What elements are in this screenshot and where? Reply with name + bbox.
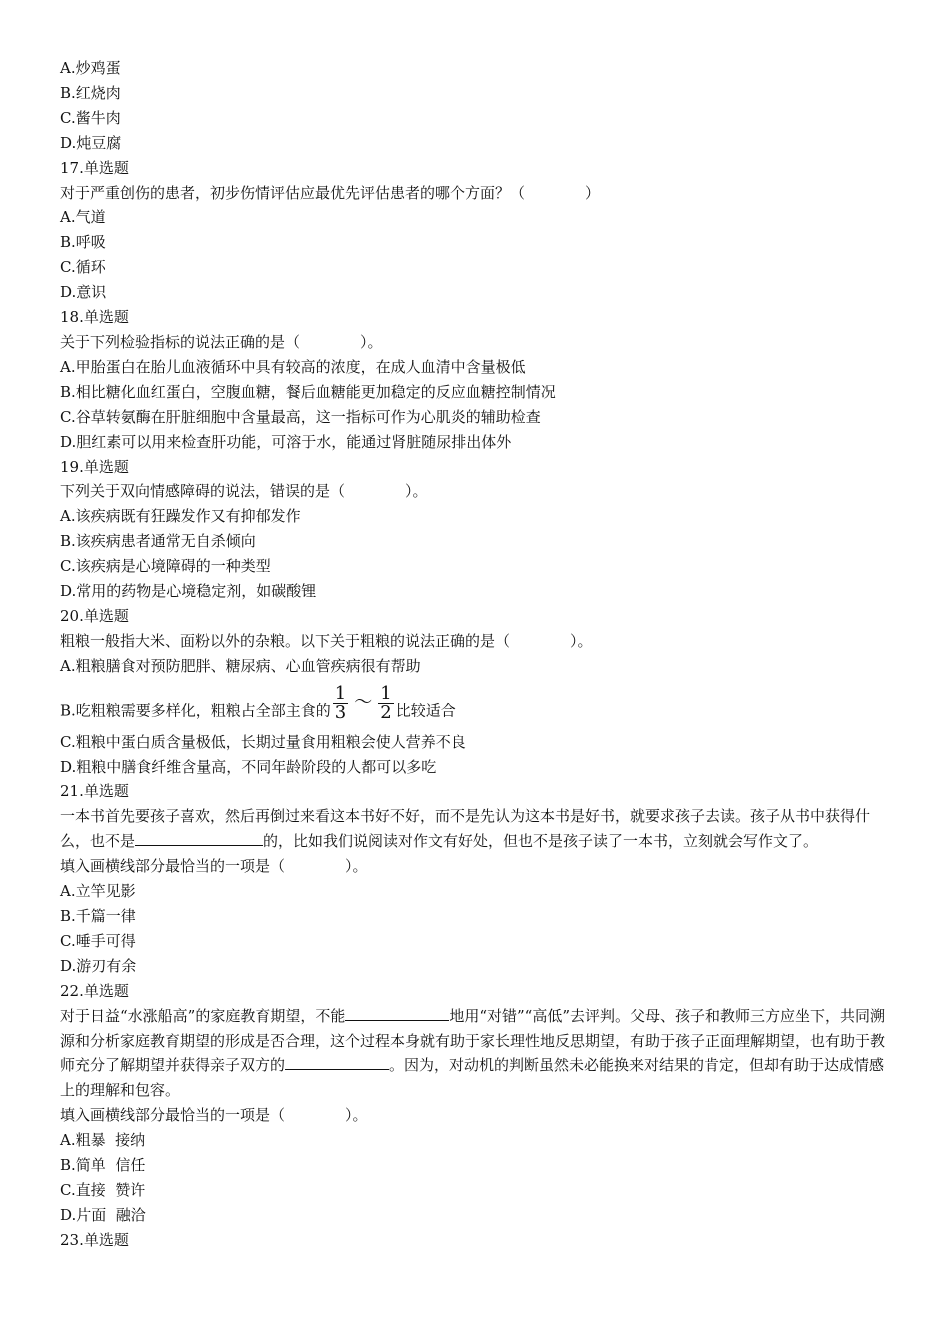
fraction-denominator: 3 — [334, 701, 347, 723]
option-d: D.炖豆腐 — [60, 133, 122, 152]
passage-text: 一本书首先要孩子喜欢，然后再倒过来看这本书好不好，而不是先认为这本书是好书，就要求孩子去读。孩子从书中获得什么，也不是 — [60, 807, 871, 851]
option-d: D.常用的药物是心境稳定剂，如碳酸锂 — [60, 582, 317, 601]
option-text: B.吃粗粮需要多样化，粗粮占全部主食的 — [60, 701, 331, 720]
answer-blank — [345, 1005, 449, 1021]
answer-blank — [135, 830, 263, 846]
tilde-symbol: ～ — [354, 691, 373, 713]
option-b: B.千篇一律 — [60, 907, 136, 925]
option-a: A.甲胎蛋白在胎儿血液循环中具有较高的浓度，在成人血清中含量极低 — [60, 357, 526, 376]
answer-blank — [285, 1054, 389, 1070]
option-c: C.谷草转氨酶在肝脏细胞中含量最高，这一指标可作为心肌炎的辅助检查 — [60, 407, 541, 426]
passage-text: 地用“对错”“高低”去评判。父母、孩子和教师三方应坐下，共同溯源和分析家庭教育期望的形成是否合理，这个过程本身就有助于家长理性地反思期望，有助于孩子正面理解期望，也有助于教师充分了解期望并获得亲子双方的 — [60, 1006, 886, 1075]
option-b: B.相比糖化血红蛋白，空腹血糖，餐后血糖能更加稳定的反应血糖控制情况 — [60, 382, 556, 401]
option-d: D.游刃有余 — [60, 956, 137, 975]
option-c: C.该疾病是心境障碍的一种类型 — [60, 557, 271, 576]
question-stem-20: 粗粮一般指大米、面粉以外的杂粮。以下关于粗粮的说法正确的是（ ）。 — [60, 631, 593, 650]
option-c: C.粗粮中蛋白质含量极低，长期过量食用粗粮会使人营养不良 — [60, 732, 466, 751]
option-c: C.唾手可得 — [60, 931, 136, 950]
option-c: C.酱牛肉 — [60, 108, 121, 127]
option-d: D.片面 融洽 — [60, 1205, 146, 1224]
fraction-one-half — [378, 682, 393, 723]
option-d: D.胆红素可以用来检查肝功能，可溶于水，能通过肾脏随尿排出体外 — [60, 432, 512, 451]
fraction-numerator: 1 — [380, 682, 392, 704]
question-header-23: 23.单选题 — [60, 1230, 129, 1249]
option-a: A.粗暴 接纳 — [60, 1131, 146, 1150]
option-d: D.粗粮中膳食纤维含量高，不同年龄阶段的人都可以多吃 — [60, 757, 437, 776]
option-b: B.红烧肉 — [60, 83, 121, 102]
question-stem-21: 填入画横线部分最恰当的一项是（ ）。 — [60, 857, 368, 876]
passage-text: 。因为，对动机的判断虽然未必能换来对结果的肯定，但却有助于达成情感上的理解和包容。 — [60, 1056, 885, 1100]
passage-text: 对于日益“水涨船高”的家庭教育期望，不能 — [60, 1006, 346, 1025]
option-a: A.炒鸡蛋 — [60, 59, 121, 77]
option-b — [60, 682, 890, 730]
question-stem-19: 下列关于双向情感障碍的说法，错误的是（ ）。 — [60, 482, 428, 501]
option-c: C.直接 赞许 — [60, 1180, 146, 1199]
question-header-18: 18.单选题 — [60, 308, 129, 327]
option-b: B.简单 信任 — [60, 1156, 146, 1175]
fraction-numerator: 1 — [334, 682, 347, 704]
question-passage-21 — [60, 804, 890, 854]
option-d: D.意识 — [60, 283, 107, 302]
option-c: C.循环 — [60, 258, 106, 277]
passage-text: 的，比如我们说阅读对作文有好处，但也不是孩子读了一本书，立刻就会写作文了。 — [263, 832, 819, 851]
fraction-denominator: 2 — [380, 701, 392, 723]
option-b: B.该疾病患者通常无自杀倾向 — [60, 532, 256, 551]
question-header-17: 17.单选题 — [60, 158, 129, 177]
option-a: A.该疾病既有狂躁发作又有抑郁发作 — [60, 507, 301, 526]
question-header-19: 19.单选题 — [60, 457, 129, 476]
question-stem-18: 关于下列检验指标的说法正确的是（ ）。 — [60, 332, 383, 351]
option-a: A.立竿见影 — [60, 882, 136, 901]
question-header-21: 21.单选题 — [60, 782, 129, 801]
fraction-one-third — [333, 682, 348, 723]
question-stem-17: 对于严重创伤的患者，初步伤情评估应最优先评估患者的哪个方面？（ ） — [60, 183, 601, 202]
question-stem-22: 填入画横线部分最恰当的一项是（ ）。 — [60, 1106, 368, 1125]
option-a: A.粗粮膳食对预防肥胖、糖尿病、心血管疾病很有帮助 — [60, 656, 421, 675]
option-b: B.呼吸 — [60, 233, 106, 252]
question-header-20: 20.单选题 — [60, 606, 129, 625]
question-header-22: 22.单选题 — [60, 981, 129, 1000]
option-a: A.气道 — [60, 208, 106, 227]
question-list — [60, 56, 890, 1253]
question-passage-22 — [60, 1004, 890, 1104]
option-text: 比较适合 — [395, 701, 456, 720]
